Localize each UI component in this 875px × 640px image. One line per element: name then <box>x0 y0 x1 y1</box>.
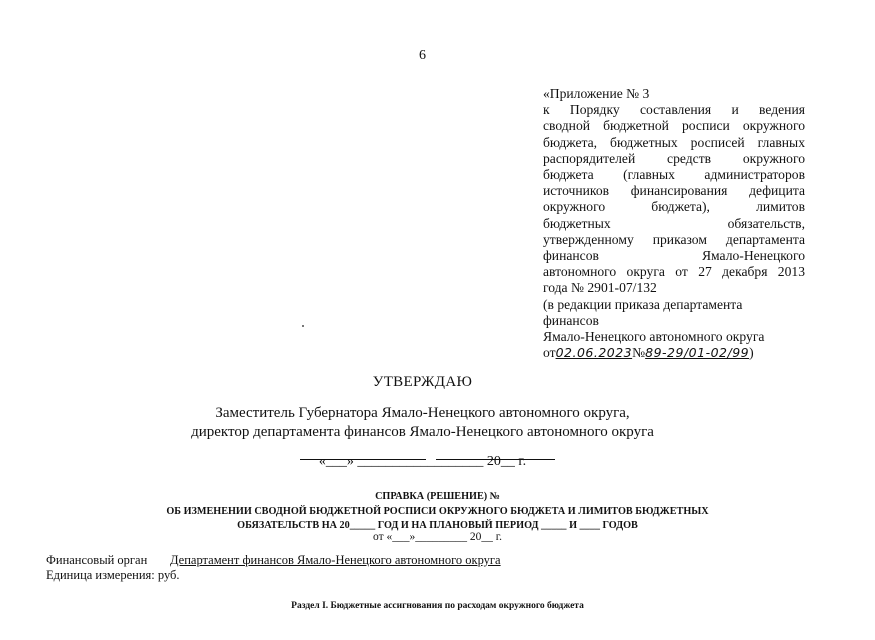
appendix-line: окружного бюджета), лимитов <box>543 199 805 215</box>
appendix-line: бюджета, бюджетных росписей главных <box>543 134 805 150</box>
unit-value: руб. <box>157 568 180 582</box>
unit-row <box>46 568 501 583</box>
appendix-line: утвержденному приказом департамента <box>543 231 805 247</box>
appendix-line: сводной бюджетной росписи окружного <box>543 118 805 134</box>
appendix-okrug: Ямало-Ненецкого автономного округа <box>543 329 765 345</box>
fin-organ-value: Департамент финансов Ямало-Ненецкого автономного округа <box>170 553 501 567</box>
appendix-line: источников финансирования дефицита <box>543 183 805 199</box>
appendix-line: финансов Ямало-Ненецкого <box>543 248 805 264</box>
heading-line2: ОБ ИЗМЕНЕНИИ СВОДНОЙ БЮДЖЕТНОЙ РОСПИСИ ОКРУЖНОГО БЮДЖЕТА И ЛИМИТОВ БЮДЖЕТНЫХ <box>166 505 709 517</box>
appendix-order-number: года № 2901-07/132 <box>543 280 657 296</box>
approve-label: УТВЕРЖДАЮ <box>372 374 473 390</box>
closing-paren: ) <box>749 345 754 361</box>
fin-organ-row <box>46 553 501 568</box>
approval-date-line: «___» __________________ 20__ г. <box>318 454 527 469</box>
number-sign: № <box>632 345 646 361</box>
fin-organ-label: Финансовый орган <box>46 553 148 567</box>
handwritten-number: 89-29/01-02/99 <box>645 345 750 361</box>
document-meta <box>46 553 501 583</box>
appendix-finance: финансов <box>543 312 599 328</box>
heading-line3: ОБЯЗАТЕЛЬСТВ НА 20_____ ГОД И НА ПЛАНОВЫЙ ПЕРИОД _____ И ____ ГОДОВ <box>237 520 638 531</box>
heading-line1: СПРАВКА (РЕШЕНИЕ) № <box>375 491 500 502</box>
heading-date: от «___»_________ 20__ г. <box>372 531 503 543</box>
unit-label: Единица измерения: <box>46 568 155 582</box>
appendix-line: распорядителей средств окружного <box>543 150 805 166</box>
appendix-line: автономного округа от 27 декабря 2013 <box>543 264 805 280</box>
appendix-title: «Приложение № 3 <box>543 86 650 101</box>
appendix-edition: (в редакции приказа департамента <box>543 296 743 312</box>
document-heading <box>0 490 875 534</box>
section-title: Раздел I. Бюджетные ассигнования по расходам окружного бюджета <box>291 601 584 611</box>
approver-title-line2: директор департамента финансов Ямало-Ненецкого автономного округа <box>191 424 654 440</box>
appendix-line: к Порядку составления и ведения <box>543 102 805 118</box>
appendix-block <box>543 86 805 361</box>
page-number: 6 <box>419 48 426 63</box>
ot-label: от <box>543 345 556 361</box>
approver-title <box>0 404 845 442</box>
handwritten-date: 02.06.2023 <box>555 345 633 361</box>
appendix-line: бюджета (главных администраторов <box>543 167 805 183</box>
approver-title-line1: Заместитель Губернатора Ямало-Ненецкого автономного округа, <box>215 405 630 421</box>
appendix-line: бюджетных обязательств, <box>543 215 805 231</box>
appendix-edition-date-line <box>543 345 805 361</box>
scan-speck <box>302 325 304 327</box>
